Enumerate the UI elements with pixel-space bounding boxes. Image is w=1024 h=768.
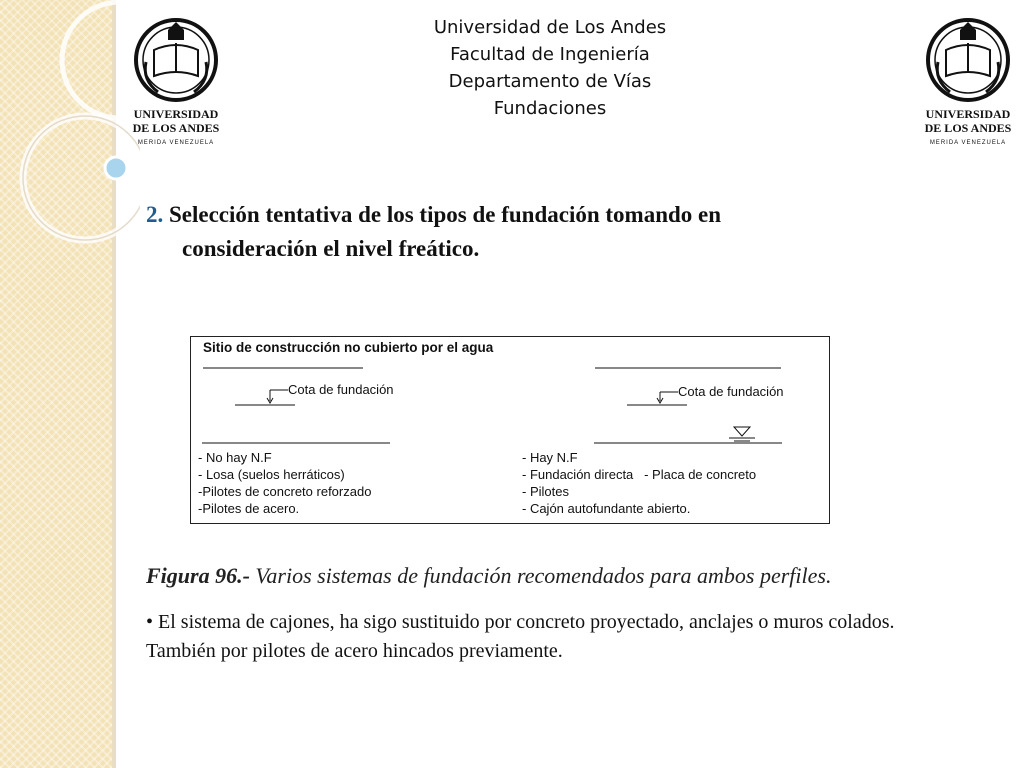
list-item: -Pilotes de concreto reforzado [198, 484, 372, 499]
list-item: - No hay N.F [198, 450, 272, 465]
bullet-paragraph [146, 608, 946, 666]
foundation-diagram [190, 336, 830, 524]
bullet-icon: • [146, 611, 154, 633]
caption-label: Figura 96.- [146, 563, 250, 588]
bullet-text: El sistema de cajones, ha sigo sustituido por concreto proyectado, anclajes o muros colados. También por pilotes de acero hincados previamente. [146, 611, 895, 662]
section-title [146, 198, 906, 266]
university-logo-right [920, 10, 1016, 152]
cota-label-left: Cota de fundación [288, 382, 394, 397]
logo-right-name2: DE LOS ANDES [924, 121, 1012, 135]
section-title-line2: consideración el nivel freático. [182, 236, 480, 261]
list-item: - Fundación directa - Placa de concreto [522, 467, 757, 482]
list-item: - Pilotes [522, 484, 569, 499]
cota-label-right: Cota de fundación [678, 384, 784, 399]
header-faculty: Facultad de Ingeniería [450, 44, 650, 65]
university-logo-left [128, 10, 224, 152]
header-department: Departamento de Vías [448, 71, 652, 92]
left-profile-list [198, 449, 371, 517]
logo-left-name2: DE LOS ANDES [132, 121, 220, 135]
list-item: - Losa (suelos herráticos) [198, 467, 345, 482]
decorative-rings [0, 0, 140, 300]
water-table-icon [734, 427, 750, 436]
section-title-line1: Selección tentativa de los tipos de fundación tomando en [169, 202, 722, 227]
list-item: - Cajón autofundante abierto. [522, 501, 691, 516]
list-item: -Pilotes de acero. [198, 501, 300, 516]
logo-right-name: UNIVERSIDAD [925, 107, 1011, 121]
figure-caption [146, 563, 1006, 589]
logo-left-name: UNIVERSIDAD [133, 107, 219, 121]
list-item: - Hay N.F [522, 450, 578, 465]
logo-left-city: MERIDA VENEZUELA [137, 140, 215, 146]
header-university: Universidad de Los Andes [433, 17, 667, 38]
diagram-heading: Sitio de construcción no cubierto por el agua [203, 340, 494, 355]
slide-header [330, 14, 770, 122]
logo-right-city: MERIDA VENEZUELA [929, 140, 1007, 146]
right-profile-list [522, 449, 756, 517]
section-number: 2. [146, 202, 164, 227]
caption-text: Varios sistemas de fundación recomendados para ambos perfiles. [249, 563, 832, 588]
header-course: Fundaciones [493, 98, 607, 119]
